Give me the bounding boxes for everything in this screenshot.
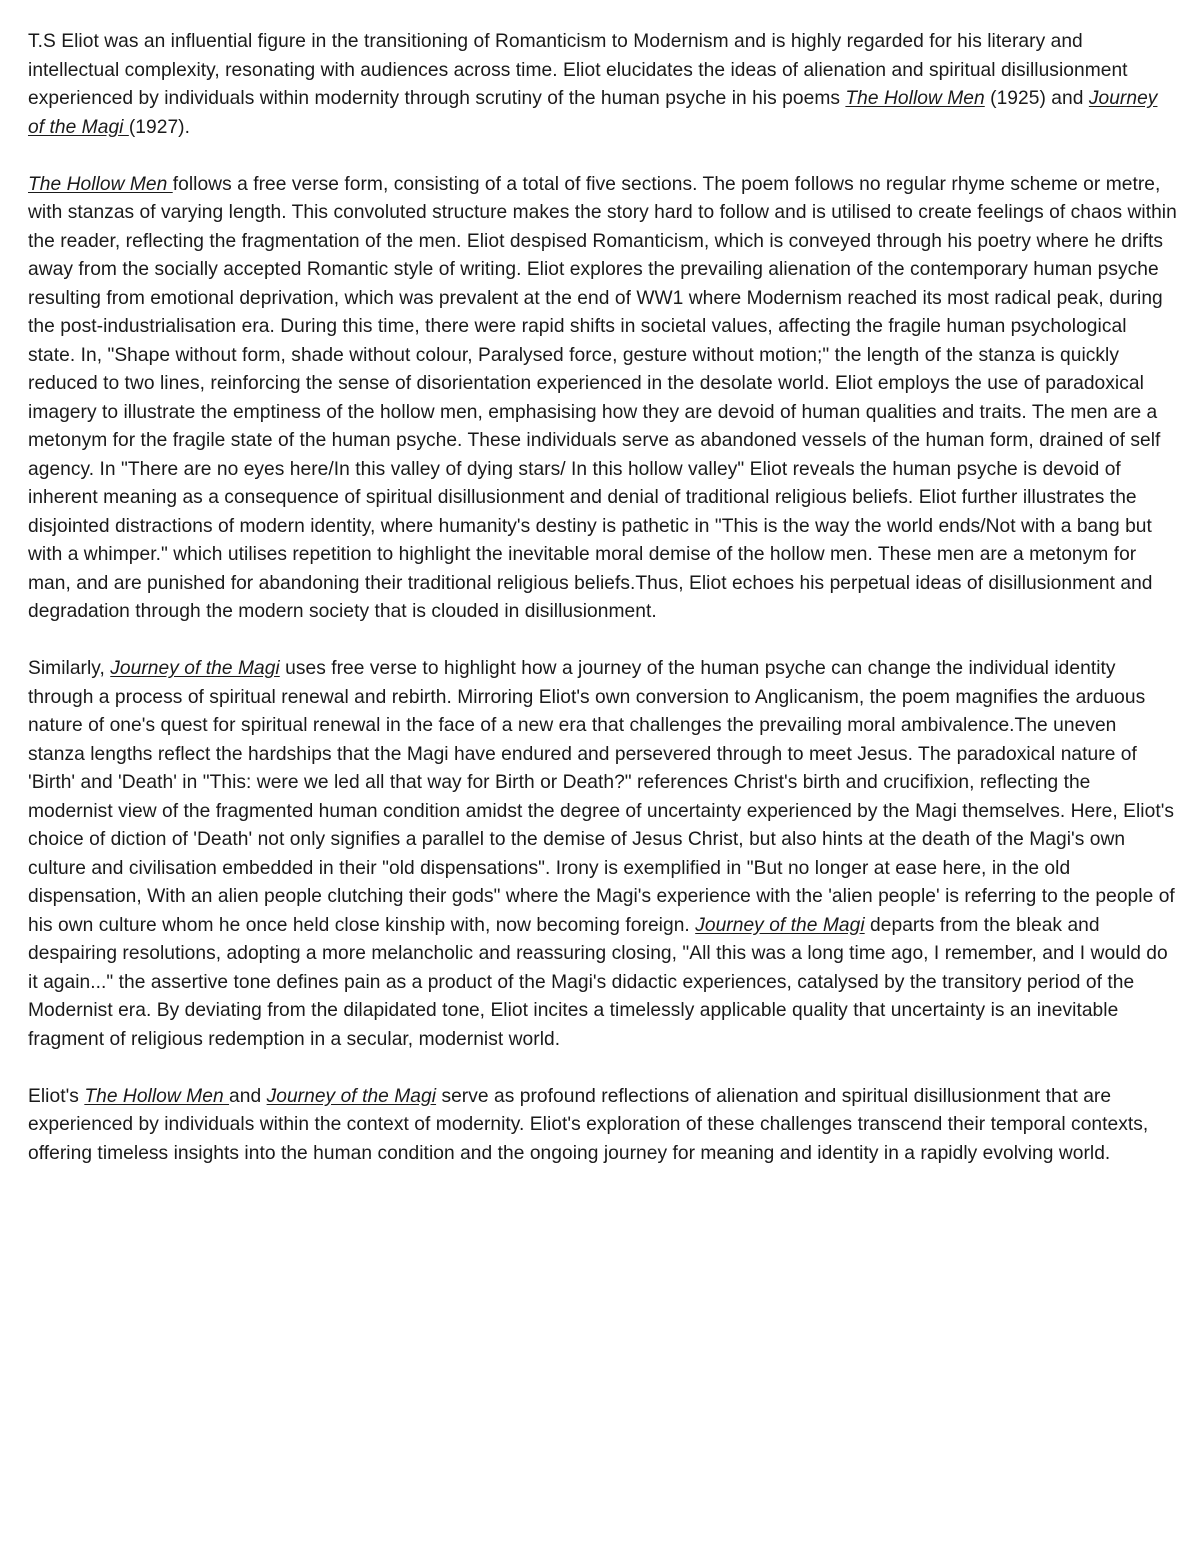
journey-magi-paragraph	[28, 655, 1178, 1054]
title-hollow-men: The Hollow Men	[845, 88, 985, 109]
essay-document	[28, 28, 1178, 1197]
intro-text-year1: (1925) and	[984, 88, 1089, 109]
journey-analysis-text: uses free verse to highlight how a journey of the human psyche can change the individual identity through a process of spiritual renewal and rebirth. Mirroring Eliot's own conversion to Anglicanism, the poem magnifies the arduous nature of one's quest for spiritual renewal in the face of a new era that challenges the prevailing moral ambivalence.The uneven stanza lengths reflect the hardships that the Magi have endured and persevered through to meet Jesus. The paradoxical nature of 'Birth' and 'Death' in "This: were we led all that way for Birth or Death?" references Christ's birth and crucifixion, reflecting the modernist view of the fragmented human condition amidst the degree of uncertainty experienced by the Magi themselves. Here, Eliot's choice of diction of 'Death' not only signifies a parallel to the demise of Jesus Christ, but also hints at the death of the Magi's own culture and civilisation embedded in their "old dispensations". Irony is exemplified in "But no longer at ease here, in the old dispensation, With an alien people clutching their gods" where the Magi's experience with the 'alien people' is referring to the people of his own culture whom he once held close kinship with, now becoming foreign.	[28, 658, 1175, 936]
title-journey-of-the-magi: Journey of the Magi	[266, 1085, 437, 1107]
conclusion-text-and: and	[229, 1085, 267, 1107]
conclusion-text: Eliot's	[28, 1085, 85, 1107]
journey-analysis-text-cont: departs from the bleak and despairing resolutions, adopting a more melancholic and reassuring closing, "All this was a long time ago, I remember, and I would do it again..." the assertive tone defines pain as a product of the Magi's didactic experiences, catalysed by the transitory period of the Modernist era. By deviating from the dilapidated tone, Eliot incites a timelessly applicable quality that uncertainty is an inevitable fragment of religious redemption in a secular, modernist world.	[28, 914, 1168, 1050]
title-journey-of-the-magi: Journey of the Magi	[110, 658, 280, 679]
title-hollow-men: The Hollow Men	[28, 173, 173, 195]
hollow-men-analysis-text: follows a free verse form, consisting of a total of five sections. The poem follows no regular rhyme scheme or metre, with stanzas of varying length. This convoluted structure makes the story hard to follow and is utilised to create feelings of chaos within the reader, reflecting the fragmentation of the men. Eliot despised Romanticism, which is conveyed through his poetry where he drifts away from the socially accepted Romantic style of writing. Eliot explores the prevailing alienation of the contemporary human psyche resulting from emotional deprivation, which was prevalent at the end of WW1 where Modernism reached its most radical peak, during the post-industrialisation era. During this time, there were rapid shifts in societal values, affecting the fragile human psychological state. In, "Shape without form, shade without colour, Paralysed force, gesture without motion;" the length of the stanza is quickly reduced to two lines, reinforcing the sense of disorientation experienced in the desolate world. Eliot employs the use of paradoxical imagery to illustrate the emptiness of the hollow men, emphasising how they are devoid of human qualities and traits. The men are a metonym for the fragile state of the human psyche. These individuals serve as abandoned vessels of the human form, drained of self agency. In "There are no eyes here/In this valley of dying stars/ In this hollow valley" Eliot reveals the human psyche is devoid of inherent meaning as a consequence of spiritual disillusionment and denial of traditional religious beliefs. Eliot further illustrates the disjointed distractions of modern identity, where humanity's destiny is pathetic in "This is the way the world ends/Not with a bang but with a whimper." which utilises repetition to highlight the inevitable moral demise of the hollow men. These men are a metonym for man, and are punished for abandoning their traditional religious beliefs.Thus, Eliot echoes his perpetual ideas of disillusionment and degradation through the modern society that is clouded in disillusionment.	[28, 173, 1177, 622]
conclusion-paragraph	[28, 1083, 1178, 1169]
title-journey-of-the-magi: Journey of the Magi	[28, 88, 1158, 138]
intro-text: T.S Eliot was an influential figure in the transitioning of Romanticism to Modernism and is highly regarded for his literary and intellectual complexity, resonating with audiences across time. Eliot elucidates the ideas of alienation and spiritual disillusionment experienced by individuals within modernity through scrutiny of the human psyche in his poems	[28, 31, 1128, 109]
title-hollow-men: The Hollow Men	[84, 1085, 230, 1107]
intro-text-year2: (1927).	[128, 116, 191, 138]
title-journey-of-the-magi: Journey of the Magi	[695, 914, 865, 936]
intro-paragraph	[28, 28, 1178, 142]
journey-intro-text: Similarly,	[28, 658, 111, 679]
hollow-men-paragraph	[28, 171, 1178, 627]
conclusion-text-cont: serve as profound reflections of alienation and spiritual disillusionment that are experienced by individuals within the context of modernity. Eliot's exploration of these challenges transcend their temporal contexts, offering timeless insights into the human condition and the ongoing journey for meaning and identity in a rapidly evolving world.	[28, 1085, 1149, 1164]
